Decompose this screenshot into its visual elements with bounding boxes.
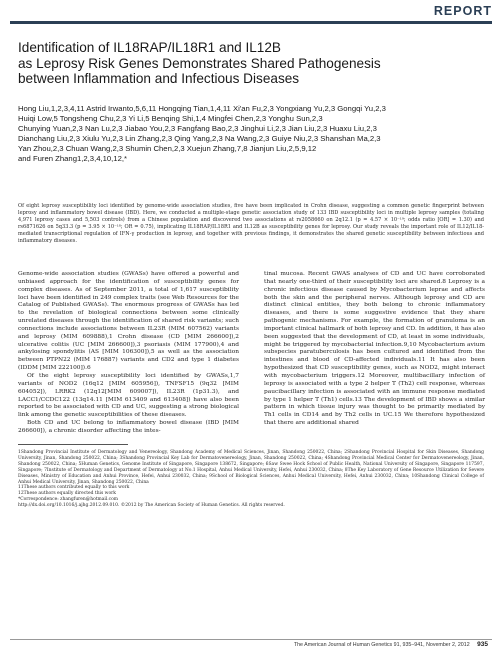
author-line: Yan Zhou,2,3 Chuan Wang,2,3 Shumin Chen,2,3 Xuejun Zhang,7,8 Jianjun Liu,2,5,9,12 xyxy=(18,144,317,153)
footnote-divider xyxy=(18,444,128,445)
body-column-right xyxy=(264,271,485,428)
equal-contribution-note: 11These authors contributed equally to this work xyxy=(18,485,130,491)
article-title xyxy=(18,40,484,87)
title-line: as Leprosy Risk Genes Demonstrates Shared Pathogenesis xyxy=(18,55,381,71)
author-line: Dianchang Liu,2,3 Xiulu Yu,2,3 Lin Zhang,2,3 Qing Yang,2,3 Na Wang,2,3 Guiye Niu,2,3 Shanshan Ma,2,3 xyxy=(18,134,381,143)
journal-citation: The American Journal of Human Genetics 91, 935–941, November 2, 2012 xyxy=(293,642,470,648)
correspondence-note: *Correspondence: zhangfuren@hotmail.com xyxy=(18,497,119,503)
page-footer xyxy=(294,641,488,648)
body-paragraph: tinal mucosa. Recent GWAS analyses of CD and UC have corroborated that nearly one-third of their susceptibility loci are shared.8 Leprosy is a chronic infectious disease caused by Mycobacterium leprae and affects both the skin and the peripheral nerves. Although leprosy and CD are distinct clinical entities, they both belong to chronic inflammatory diseases, and there is some suggestive evidence that they share pathogenic mechanisms. For example, the formation of granuloma is an important clinical hallmark of both leprosy and CD. In addition, it has also been suggested that the development of CD, at least in some individuals, might be triggered by mycobacterial infection.9,10 Mycobacterium avium subspecies paratuberculosis has been cultured and identified from the intestines and blood of CD-affected individuals.11 It has also been hypothesized that CD susceptibility genes, such as NOD2, might interact with mycobacterium triggers.12 Moreover, multibacillary infection of leprosy is associated with a type 2 helper T (Th2) cell response, whereas paucibacillary infection is associated with an immune response mediated by type 1 helper T (Th1) cells.13 The development of IBD shows a similar pattern in which tissue injury was thought to be primarily mediated by Th1 cells in CD14 and by Th2 cells in UC.15 We therefore hypothesized that there are additional shared xyxy=(264,271,485,427)
author-line: and Furen Zhang1,2,3,4,10,12,* xyxy=(18,154,127,163)
author-line: Chunying Yuan,2,3 Nan Lu,2,3 Jiabao You,2,3 Fangfang Bao,2,3 Jinghui Li,2,3 Jian Liu,2,3 Huaxu Liu,2,3 xyxy=(18,124,377,133)
author-list xyxy=(18,104,482,164)
footer-rule xyxy=(10,639,492,640)
equal-direction-note: 12These authors equally directed this work xyxy=(18,491,116,497)
footnotes xyxy=(18,450,484,509)
doi-copyright-note: http://dx.doi.org/10.1016/j.ajhg.2012.09.010. ©2012 by The American Society of Human Genetics. All rights reserved. xyxy=(18,503,285,509)
body-paragraph: Genome-wide association studies (GWASs) have offered a powerful and unbiased approach for the identification of susceptibility genes for complex diseases. As of September 2011, a total of 1,617 susceptibility loci have been identified in 249 complex traits (see Web Resources for the Catalog of Published GWASs). The enormous progress of GWASs has led to the revelation of biological connections between some clinically unrelated diseases through the identification of shared risk variants; such connections include associations between IL23R (MIM 607562) variants and leprosy (MIM 609888),1 Crohn disease (CD [MIM 266600]),2 ulcerative colitis (UC [MIM 266600]),3 psoriasis (MIM 177900),4 and ankylosing spondylitis (AS [MIM 106300]),5 as well as the association between PTPN22 (MIM 176887) variants and CD2 and type 1 diabetes (IDDM [MIM 222100]).6 xyxy=(18,271,239,372)
abstract: Of eight leprosy susceptibility loci identified by genome-wide association studies, five have been implicated in Crohn disease, suggesting a common genetic fingerprint between leprosy and inflammatory bowel disease (IBD). Here, we conducted a multiple-stage genetic association study of 133 IBD susceptibility loci in multiple leprosy samples (totaling 4,971 leprosy cases and 5,503 controls) from a Chinese population and discovered two associations at rs2058660 on 2q12.1 (p = 4.57 × 10⁻¹⁹; odds ratio [OR] = 1.30) and rs6871626 on 5q33.3 (p = 3.95 × 10⁻¹⁸; OR = 0.75), implicating IL18RAP/IL18R1 and IL12B as susceptibility genes for leprosy. Our study reveals the important role of IL12/IL18-mediated transcriptional regulation of IFN-γ production in leprosy, and together with previous findings, it demonstrates the shared genetic susceptibility between infectious and inflammatory diseases. xyxy=(18,203,484,244)
author-line: Hong Liu,1,2,3,4,11 Astrid Irwanto,5,6,11 Hongqing Tian,1,4,11 Xi'an Fu,2,3 Yongxiang Yu,2,3 Gongqi Yu,2,3 xyxy=(18,104,386,113)
title-line: Identification of IL18RAP/IL18R1 and IL12B xyxy=(18,40,281,55)
header-rule xyxy=(10,21,492,24)
author-line: Huiqi Low,5 Tongsheng Chu,2,3 Yi Li,5 Benqing Shi,1,4 Mingfei Chen,2,3 Yonghu Sun,2,3 xyxy=(18,114,323,123)
body-paragraph: Both CD and UC belong to inflammatory bowel disease (IBD [MIM 266600]), a chronic disorder affecting the intes- xyxy=(18,420,239,434)
title-line: between Inflammation and Infectious Diseases xyxy=(18,71,300,87)
affiliations-note: 1Shandong Provincial Institute of Dermatology and Venereology, Shandong Academy of Medical Sciences, Jinan, Shandong 250022, China; 2Shandong Provincial Hospital for Skin Diseases, Shandong University, Jinan, Shandong 250022, China; 3Shandong Provincial Key Lab for Dermatovenereology, Jinan, Shandong 250022, China; 4Shandong Provincial Medical Center for Dermatovenereology, Jinan, Shandong 250022, China; 5Human Genetics, Genome Institute of Singapore, Singapore 138672, Singapore; 6Saw Swee Hock School of Public Health, National University of Singapore, Singapore 117597, Singapore; 7Institute of Dermatology and Department of Dermatology at No.1 Hospital, Anhui Medical University, Hefei, Anhui 230032, China; 8The Key Laboratory of Gene Resource Utilization for Severe Diseases, Ministry of Education and Anhui Province, Hefei, Anhui 230032, China; 9School of Biological Sciences, Anhui Medical University, Hefei, Anhui 230032, China; 10Shandong Clinical College of Anhui Medical University, Jinan, Shandong 250022, China xyxy=(18,450,484,485)
body-column-left xyxy=(18,271,239,436)
page-number: 935 xyxy=(477,641,488,648)
section-label: REPORT xyxy=(433,4,492,18)
body-paragraph: Of the eight leprosy susceptibility loci identified by GWASs,1,7 variants of NOD2 (16q12 [MIM 605956]), TNFSF15 (9q32 [MIM 604052]), LRRK2 (12q12[MIM 609007]), IL23R (1p31.3), and LACC1/CCDC122 (13q14.11 [MIM 613409 and 613408]) have also been reported to be associated with CD and UC, suggesting a strong biological link among the genetic susceptibilities of these diseases. xyxy=(18,372,239,419)
